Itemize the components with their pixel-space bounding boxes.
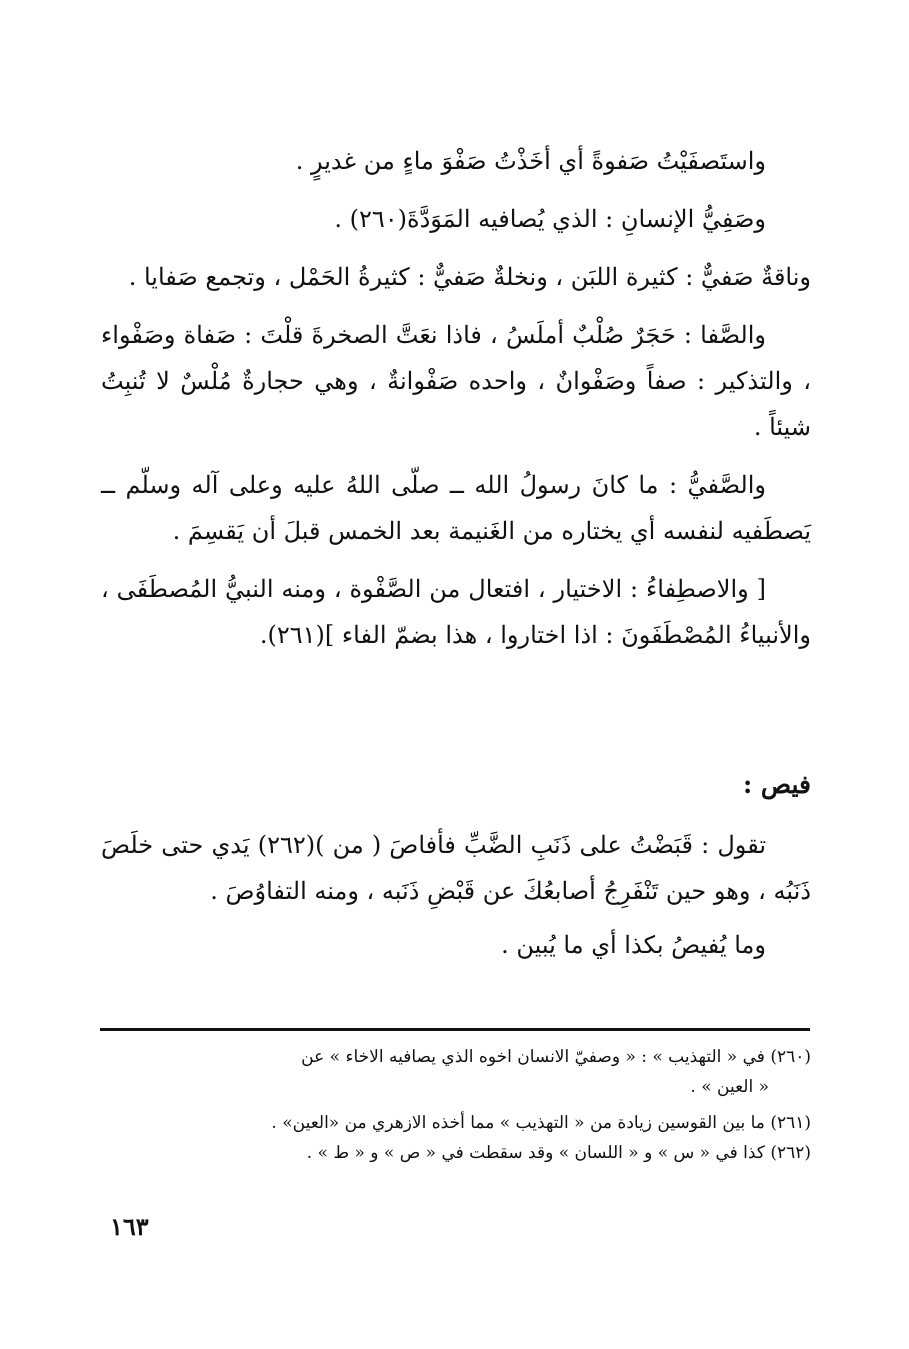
paragraph-3: وناقةٌ صَفيٌّ : كثيرة اللبَن ، ونخلةٌ صَفيٌّ : كثيرةُ الحَمْل ، وتجمع صَفايا . xyxy=(128,263,811,291)
footnote-number: (٢٦٢) xyxy=(770,1143,811,1163)
main-text xyxy=(101,138,811,658)
paragraph-5: والصَّفيُّ : ما كانَ رسولُ الله ــ صلّى اللهُ عليه وعلى آله وسلّم ــ يَصطَفيه لنفسه أي يختاره من الغَنيمة بعد الخمس قبلَ أن يَقسِمَ . xyxy=(101,471,811,545)
footnote-number: (٢٦٠) xyxy=(770,1047,811,1067)
footnote-260 xyxy=(101,1042,811,1072)
paragraph-8: وما يُفيصُ بكذا أي ما يُبين . xyxy=(501,931,766,959)
paragraph-1: واستَصفَيْتُ صَفوةً أي أخَذْتُ صَفْوَ ماءٍ من غديرٍ . xyxy=(295,147,766,175)
paragraph-2: وصَفِيُّ الإنسانِ : الذي يُصافيه المَوَدَّةَ(٢٦٠) . xyxy=(334,205,766,233)
footnote-text: في « التهذيب » : « وصفيّ الانسان اخوه الذي يصافيه الاخاء » عن xyxy=(301,1047,765,1067)
entry-heading: فيص : xyxy=(742,770,811,799)
footnote-number: (٢٦١) xyxy=(770,1113,811,1133)
paragraph-6: [ والاصطِفاءُ : الاختيار ، افتعال من الصَّفْوة ، ومنه النبيُّ المُصطَفَى ، والأنبياءُ المُصْطَفَونَ : اذا اختاروا ، هذا بضمّ الفاء ](٢٦١). xyxy=(101,575,811,649)
footnote-text: ما بين القوسين زيادة من « التهذيب » مما أخذه الازهري من «العين» . xyxy=(271,1113,765,1133)
paragraph-7: تقول : قَبَضْتُ على ذَنَبِ الضَّبِّ فأفاصَ ( من )(٢٦٢) يَدي حتى خلَصَ ذَنَبُه ، وهو حين تَنْفَرِجُ أصابعُكَ عن قَبْضِ ذَنَبه ، ومنه التفاوُصَ . xyxy=(101,831,811,905)
page-number: ١٦٣ xyxy=(110,1212,149,1241)
footnotes xyxy=(101,1042,811,1168)
footnote-text: كذا في « س » و « اللسان » وقد سقطت في « ص » و « ط » . xyxy=(306,1143,765,1163)
footnote-261 xyxy=(101,1108,811,1138)
footnote-divider xyxy=(100,1028,810,1031)
entry-section xyxy=(101,762,811,968)
footnote-260-continuation: « العين » . xyxy=(690,1077,769,1097)
footnote-262 xyxy=(101,1138,811,1168)
paragraph-4: والصَّفا : حَجَرٌ صُلْبٌ أملَسُ ، فاذا نعَتَّ الصخرةَ قلْتَ : صَفاة وصَفْواء ، والتذكير : صفاً وصَفْوانٌ ، واحده صَفْوانةٌ ، وهي حجارةٌ مُلْسٌ لا تُنبِتُ شيئاً . xyxy=(101,321,811,441)
